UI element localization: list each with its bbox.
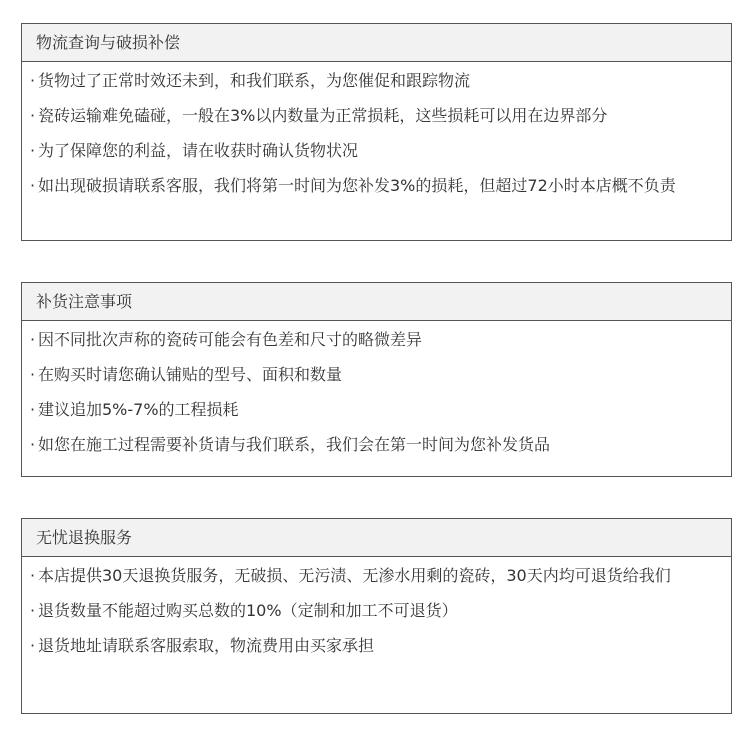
section-title: 物流查询与破损补偿	[22, 24, 731, 62]
section-title: 无忧退换服务	[22, 519, 731, 557]
list-item	[30, 633, 721, 659]
list-item	[30, 563, 721, 589]
bullet-icon: ·	[30, 365, 36, 384]
list-item-text: 建议追加5%-7%的工程损耗	[38, 400, 239, 419]
bullet-icon: ·	[30, 176, 36, 195]
list-item	[30, 432, 721, 458]
list-item-text: 退货数量不能超过购买总数的10%（定制和加工不可退货）	[38, 601, 458, 620]
bullet-icon: ·	[30, 435, 36, 454]
list-item-text: 因不同批次声称的瓷砖可能会有色差和尺寸的略微差异	[38, 330, 423, 349]
list-item-text: 如出现破损请联系客服，我们将第一时间为您补发3%的损耗，但超过72小时本店概不负责	[38, 176, 676, 195]
list-item-text: 如您在施工过程需要补货请与我们联系，我们会在第一时间为您补发货品	[38, 435, 551, 454]
list-item	[30, 598, 721, 624]
list-item-text: 本店提供30天退换货服务，无破损、无污渍、无渗水用剩的瓷砖，30天内均可退货给我们	[38, 566, 671, 585]
list-item	[30, 103, 721, 129]
list-item-text: 瓷砖运输难免磕碰，一般在3%以内数量为正常损耗，这些损耗可以用在边界部分	[38, 106, 608, 125]
list-item	[30, 397, 721, 423]
bullet-icon: ·	[30, 330, 36, 349]
bullet-icon: ·	[30, 566, 36, 585]
bullet-icon: ·	[30, 636, 36, 655]
bullet-icon: ·	[30, 141, 36, 160]
section-body	[22, 62, 731, 212]
section-body	[22, 321, 731, 471]
section-body	[22, 557, 731, 672]
list-item	[30, 138, 721, 164]
bullet-icon: ·	[30, 601, 36, 620]
bullet-icon: ·	[30, 71, 36, 90]
section-title: 补货注意事项	[22, 283, 731, 321]
list-item	[30, 362, 721, 388]
list-item-text: 为了保障您的利益，请在收获时确认货物状况	[38, 141, 359, 160]
bullet-icon: ·	[30, 400, 36, 419]
list-item-text: 货物过了正常时效还未到，和我们联系，为您催促和跟踪物流	[38, 71, 471, 90]
bullet-icon: ·	[30, 106, 36, 125]
return-service-section	[21, 518, 732, 714]
list-item-text: 退货地址请联系客服索取，物流费用由买家承担	[38, 636, 375, 655]
list-item	[30, 173, 721, 199]
logistics-section	[21, 23, 732, 241]
list-item	[30, 68, 721, 94]
list-item-text: 在购买时请您确认铺贴的型号、面积和数量	[38, 365, 343, 384]
list-item	[30, 327, 721, 353]
restock-section	[21, 282, 732, 477]
